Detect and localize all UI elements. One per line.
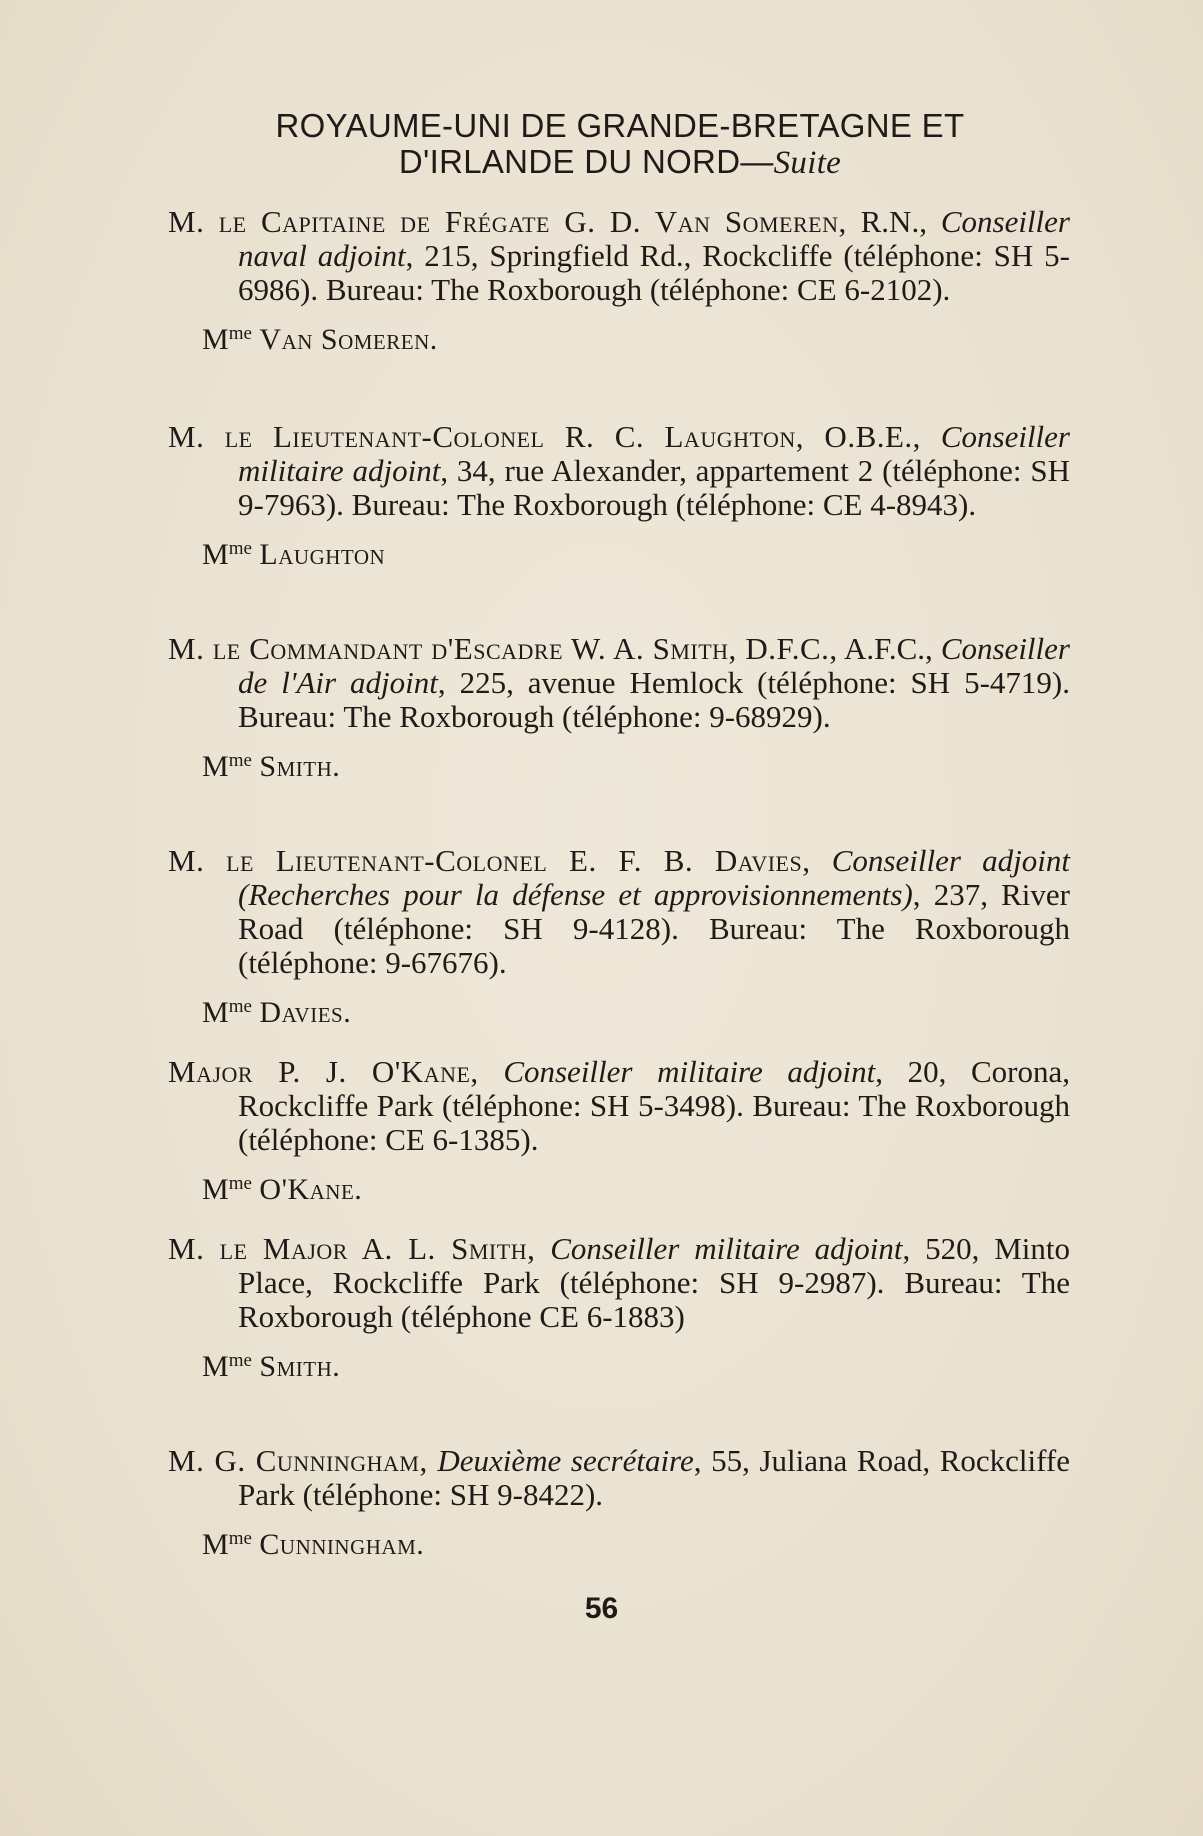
spouse-name: Laughton [259,538,386,571]
spouse-sup: me [228,1528,252,1549]
entry-spouse [202,744,1070,784]
directory-entry [168,420,1070,572]
spouse-prefix: M [202,538,229,571]
entry-details: , 225, avenue Hemlock (téléphone: SH 5-4719). Bureau: The Roxborough (téléphone: 9-68929). [238,665,1071,734]
entry-text [168,1444,1070,1512]
entry-role: Deuxième secrétaire [437,1443,694,1478]
entry-spouse [202,1522,1070,1562]
spouse-sup: me [228,538,252,559]
page-heading [160,108,1080,181]
directory-entry [168,1444,1070,1562]
entry-role: Conseiller naval adjoint [238,204,1070,273]
heading-line-2-text: D'IRLANDE DU NORD— [398,143,774,180]
entry-details: , 20, Corona, Rockcliffe Park (téléphone: SH 5-3498). Bureau: The Roxborough (téléphone: CE 6-1385). [238,1054,1070,1157]
entry-title: M. le Lieutenant-Colonel R. C. Laughton, O.B.E., [168,419,921,454]
entry-title: Major P. J. O'Kane, [168,1054,479,1089]
heading-line-2 [160,144,1080,181]
entry-role: Conseiller de l'Air adjoint [238,631,1070,700]
entry-details: , 215, Springfield Rd., Rockcliffe (téléphone: SH 5-6986). Bureau: The Roxborough (téléphone: CE 6-2102). [238,238,1070,307]
entry-text [168,1055,1070,1157]
spouse-name: Davies. [259,996,352,1029]
spouse-prefix: M [202,1350,229,1383]
spouse-sup: me [228,750,252,771]
entry-title: M. le Commandant d'Escadre W. A. Smith, D.F.C., [168,631,838,666]
entry-text [168,844,1070,980]
directory-entry [168,205,1070,357]
directory-entry [168,1055,1070,1207]
entry-spouse [202,532,1070,572]
entry-role: Conseiller militaire adjoint [550,1231,903,1266]
entry-details: , 520, Minto Place, Rockcliffe Park (téléphone: SH 9-2987). Bureau: The Roxborough (téléphone CE 6-1883) [238,1231,1071,1334]
spouse-name: Cunningham. [259,1528,425,1561]
spouse-sup: me [228,323,252,344]
page-number: 56 [584,1592,619,1625]
entry-details: , 237, River Road (téléphone: SH 9-4128). Bureau: The Roxborough (téléphone: 9-67676). [238,877,1071,980]
spouse-name: O'Kane. [259,1173,363,1206]
entry-details: , 34, rue Alexander, appartement 2 (téléphone: SH 9-7963). Bureau: The Roxborough (téléphone: CE 4-8943). [238,453,1070,522]
directory-entry [168,632,1070,784]
entry-spouse [202,1167,1070,1207]
spouse-prefix: M [202,1173,229,1206]
entry-pre: R.N., [860,204,941,239]
spouse-prefix: M [202,1528,229,1561]
spouse-name: Van Someren. [259,323,438,356]
entry-role: Conseiller militaire adjoint [238,419,1070,488]
entry-text [168,205,1070,307]
spouse-prefix: M [202,750,229,783]
entry-spouse [202,317,1070,357]
spouse-name: Smith. [259,750,341,783]
entry-spouse [202,990,1070,1030]
entry-spouse [202,1344,1070,1384]
entry-text [168,420,1070,522]
heading-suite: Suite [773,145,842,181]
entry-title: M. le Capitaine de Frégate G. D. Van Someren, [168,204,847,239]
spouse-prefix: M [202,323,229,356]
entry-details: , 55, Juliana Road, Rockcliffe Park (téléphone: SH 9-8422). [238,1443,1071,1512]
entry-role: Conseiller adjoint (Recherches pour la défense et approvisionnements) [238,843,1071,912]
spouse-sup: me [228,1350,252,1371]
entry-title: M. G. Cunningham, [168,1443,428,1478]
heading-line-1: ROYAUME-UNI DE GRANDE-BRETAGNE ET [275,107,965,144]
entry-role: Conseiller militaire adjoint [503,1054,876,1089]
entry-text [168,1232,1070,1334]
spouse-name: Smith. [259,1350,341,1383]
entry-pre: A.F.C., [843,631,941,666]
spouse-sup: me [228,996,252,1017]
entry-title: M. le Lieutenant-Colonel E. F. B. Davies, [168,843,811,878]
spouse-sup: me [228,1173,252,1194]
entry-text [168,632,1070,734]
directory-entry [168,844,1070,1030]
entry-title: M. le Major A. L. Smith, [168,1231,536,1266]
spouse-prefix: M [202,996,229,1029]
directory-entry [168,1232,1070,1384]
